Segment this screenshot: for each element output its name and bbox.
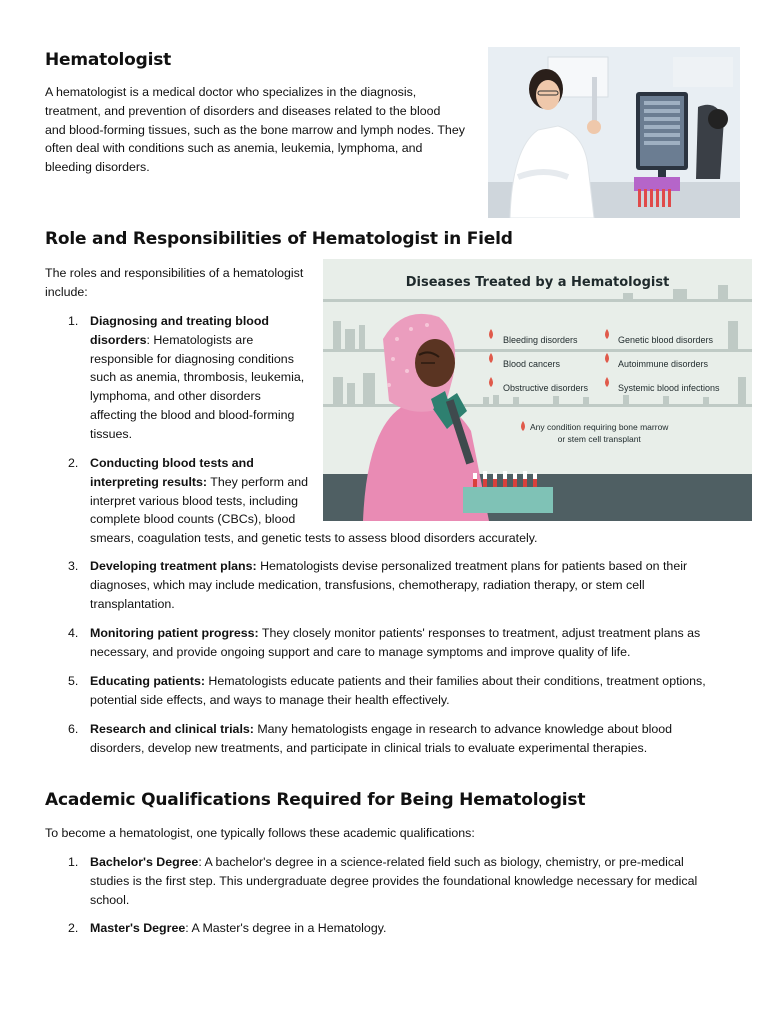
item-title: disorders xyxy=(90,332,147,347)
item-text: smears, coagulation tests, and genetic tests to assess blood disorders accurately. xyxy=(90,531,538,546)
item-text: Hematologists devise personalized treatment plans for patients based on their xyxy=(256,559,688,573)
item-title: Master's Degree xyxy=(90,921,186,935)
intro-paragraph xyxy=(45,83,485,177)
infographic-item: Bleeding disorders xyxy=(503,335,578,345)
item-text: They closely monitor patients' responses to treatment, adjust treatment plans as xyxy=(258,626,701,640)
infographic-bottom-note xyxy=(530,421,668,445)
intro-line: A hematologist is a medical doctor who specializes in the diagnosis, xyxy=(45,85,417,99)
lab-photo-drawing xyxy=(488,47,740,218)
item-text: : A bachelor's degree in a science-related field such as biology, chemistry, or pre-medical xyxy=(198,855,684,869)
list-item xyxy=(68,624,730,662)
intro-line: often deal with conditions such as anemia, leukemia, lymphoma, and xyxy=(45,141,423,156)
item-text: necessary, and provide ongoing support and care to manage symptoms and improve quality of life. xyxy=(90,644,631,659)
intro-line: bleeding disorders. xyxy=(45,160,150,175)
item-text: affecting the blood and blood-forming xyxy=(90,407,295,422)
infographic-note-line: or stem cell transplant xyxy=(557,434,641,444)
list-number: 2. xyxy=(68,921,79,935)
item-title: Diagnosing and treating blood xyxy=(90,314,269,328)
item-text: : Hematologists are xyxy=(146,332,254,347)
list-number: 1. xyxy=(68,314,79,328)
item-title: Educating patients: xyxy=(90,674,205,688)
list-number: 4. xyxy=(68,626,79,640)
roles-intro xyxy=(45,264,315,302)
infographic-item: Obstructive disorders xyxy=(503,383,589,393)
infographic-item: Autoimmune disorders xyxy=(618,359,709,369)
item-text: complete blood counts (CBCs), blood xyxy=(90,512,296,527)
heading-roles: Role and Responsibilities of Hematologist in Field xyxy=(45,229,513,249)
list-number: 6. xyxy=(68,722,79,736)
lab-photo xyxy=(488,47,740,218)
item-text: responsible for diagnosing conditions xyxy=(90,351,294,366)
intro-line: and blood-forming tissues, such as the bone marrow and lymph nodes. They xyxy=(45,122,465,137)
item-title: Conducting blood tests and xyxy=(90,456,254,470)
list-number: 2. xyxy=(68,456,79,470)
list-item xyxy=(68,557,730,613)
item-text: tissues. xyxy=(90,426,133,441)
list-item xyxy=(68,454,730,548)
item-text: Hematologists educate patients and their families about their conditions, treatment options, xyxy=(204,674,706,688)
infographic-right-list xyxy=(618,328,720,400)
item-text: transplantation. xyxy=(90,596,175,611)
heading-academic: Academic Qualifications Required for Being Hematologist xyxy=(45,790,586,810)
list-item xyxy=(68,312,315,444)
item-text: diagnoses, which may include medication, transfusions, chemotherapy, radiation therapy, or stem cell xyxy=(90,577,645,592)
item-text: interpret various blood tests, including xyxy=(90,493,299,508)
list-number: 1. xyxy=(68,855,79,869)
roles-intro-line: include: xyxy=(45,284,88,299)
list-number: 5. xyxy=(68,674,79,688)
infographic-title: Diseases Treated by a Hematologist xyxy=(405,275,670,290)
item-text: school. xyxy=(90,892,130,907)
intro-line: treatment, and prevention of disorders and diseases related to the blood xyxy=(45,103,441,118)
item-title: Bachelor's Degree xyxy=(90,855,199,869)
item-title: interpreting results: xyxy=(90,474,208,489)
academic-intro xyxy=(45,824,475,843)
infographic-note-line: Any condition requiring bone marrow xyxy=(530,422,669,432)
list-item xyxy=(68,672,730,710)
item-text: Many hematologists engage in research to advance knowledge about blood xyxy=(253,722,673,736)
infographic-item: Genetic blood disorders xyxy=(618,335,714,345)
heading-hematologist: Hematologist xyxy=(45,50,172,70)
item-text: studies is the first step. This undergraduate degree provides the foundational knowledge necessary for medical xyxy=(90,873,698,888)
list-item xyxy=(68,919,730,938)
item-title: Developing treatment plans: xyxy=(90,559,257,573)
item-text: : A Master's degree in a Hematology. xyxy=(185,921,387,935)
item-text: lymphoma, and other disorders xyxy=(90,389,261,404)
infographic-item: Blood cancers xyxy=(503,359,561,369)
item-title: Research and clinical trials: xyxy=(90,722,254,736)
list-item xyxy=(68,853,730,909)
item-text: such as anemia, thrombosis, leukemia, xyxy=(90,370,305,385)
item-text: disorders, develop new treatments, and participate in clinical trials to evaluate experimental therapies. xyxy=(90,740,648,755)
item-text: potential side effects, and ways to manage their health effectively. xyxy=(90,692,450,707)
roles-intro-line: The roles and responsibilities of a hematologist xyxy=(45,266,304,280)
list-number: 3. xyxy=(68,559,79,573)
list-item xyxy=(68,720,730,758)
item-text: They perform and xyxy=(207,474,309,489)
infographic-left-list xyxy=(503,328,588,400)
infographic-item: Systemic blood infections xyxy=(618,383,720,393)
item-title: Monitoring patient progress: xyxy=(90,626,259,640)
academic-intro-line: To become a hematologist, one typically follows these academic qualifications: xyxy=(45,826,475,840)
